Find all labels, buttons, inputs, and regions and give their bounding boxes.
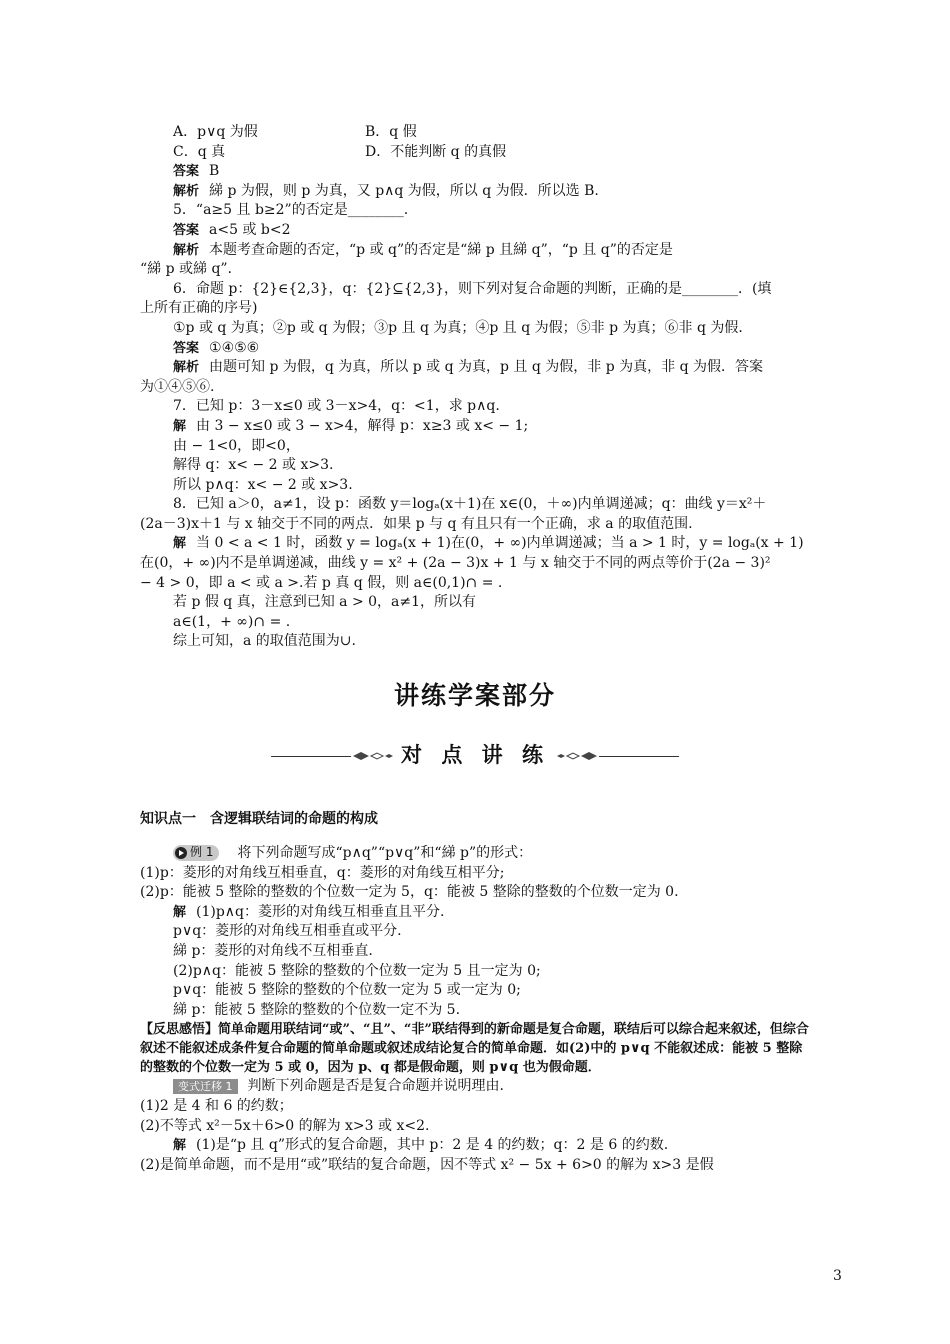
labeled-line xyxy=(140,417,810,437)
text-line: 綈 p：能被 5 整除的整数的个位数一定不为 5. xyxy=(173,1001,461,1018)
line-text: 本题考查命题的否定，“p 或 q”的否定是“綈 p 且綈 q”，“p 且 q”的否定是 xyxy=(209,241,673,258)
labeled-line xyxy=(140,339,810,359)
text-line: 由 − 1<0，即<0， xyxy=(173,437,300,454)
top-exercises xyxy=(140,123,810,652)
variant-badge xyxy=(173,1079,238,1094)
text-line: (2)p∧q：能被 5 整除的整数的个位数一定为 5 且一定为 0; xyxy=(173,962,541,979)
line-tag: 解 xyxy=(173,1138,187,1154)
line-text: (1)是“p 且 q”形式的复合命题，其中 p：2 是 4 的约数；q：2 是 6 的约数. xyxy=(196,1137,669,1154)
example-1 xyxy=(140,844,810,1020)
page-content xyxy=(140,123,810,1175)
divider-ornament-right-icon xyxy=(557,750,599,762)
text-line: 5．“a≥5 且 b≥2”的否定是________. xyxy=(173,202,409,219)
labeled-line xyxy=(140,241,810,261)
text-line: 综上可知，a 的取值范围为∪. xyxy=(173,633,356,650)
line-text: 当 0 < a < 1 时，函数 y = logₐ(x + 1)在(0，+ ∞)内单调递减；当 a > 1 时，y = logₐ(x + 1) xyxy=(196,535,804,552)
text-line: (1)p：菱形的对角线互相垂直，q：菱形的对角线互相平分; xyxy=(140,864,505,881)
example-badge xyxy=(173,845,219,861)
labeled-line xyxy=(140,182,810,202)
text-line: 綈 p：菱形的对角线不互相垂直. xyxy=(173,943,373,959)
text-line: − 4 > 0，即 a < 或 a >.若 p 真 q 假，则 a∈(0,1)∩ = . xyxy=(140,574,503,591)
line-tag: 解 xyxy=(173,536,187,552)
choice-row xyxy=(140,143,810,163)
choice-option: B．q 假 xyxy=(365,124,417,140)
badge-label: 例 1 xyxy=(190,845,214,860)
text-line: 解得 q：x< − 2 或 x>3. xyxy=(173,457,334,474)
line-tag: 答案 xyxy=(173,340,200,356)
line-text: 将下列命题写成“p∧q”“p∨q”和“綈 p”的形式： xyxy=(237,845,533,862)
line-tag: 答案 xyxy=(173,164,200,180)
labeled-line xyxy=(140,358,810,378)
reflection-title: 【反思感悟】 xyxy=(140,1022,219,1038)
line-text: 由题可知 p 为假，q 为真，所以 p 或 q 为真，p 且 q 为假，非 p 为真，非 q 为假．答案 xyxy=(209,359,764,376)
text-line: 上所有正确的序号) xyxy=(140,300,258,317)
choice-option: D．不能判断 q 的真假 xyxy=(365,143,507,160)
reflection-text: 简单命题用联结词“或”、“且”、“非”联结得到的新命题是复合命题，联结后可以综合起来叙述，但综合叙述不能叙述成条件复合命题的简单命题或叙述成结论复合的简单命题．如(2)中的 p∨q 不能叙述成：能被 5 整除的整数的个位数一定为 5 或 0，因为 p、q 都是假命题，则 p∨q 也为假命题． xyxy=(140,1022,809,1076)
labeled-line xyxy=(140,534,810,554)
text-line: (2a－3)x＋1 与 x 轴交于不同的两点．如果 p 与 q 有且只有一个正确，求 a 的取值范围. xyxy=(140,515,693,532)
text-line: 8．已知 a＞0，a≠1，设 p：函数 y＝logₐ(x＋1)在 x∈(0，＋∞)内单调递减；q：曲线 y＝x²＋ xyxy=(173,496,767,513)
line-text: ①④⑤⑥ xyxy=(209,339,260,356)
badge-label: 变式迁移 1 xyxy=(178,1079,233,1093)
divider-title: 对 点 讲 练 xyxy=(401,743,549,768)
choice-option: A．p∨q 为假 xyxy=(173,124,258,140)
text-line: 6．命题 p：{2}∈{2,3}，q：{2}⊆{2,3}，则下列对复合命题的判断，正确的是________．(填 xyxy=(173,280,772,297)
line-text: 綈 p 为假，则 p 为真，又 p∧q 为假，所以 q 为假．所以选 B. xyxy=(209,182,599,199)
section-divider xyxy=(140,736,810,776)
line-tag: 解析 xyxy=(173,242,200,258)
line-text: 由 3 − x≤0 或 3 − x>4，解得 p：x≥3 或 x< − 1; xyxy=(196,417,529,434)
line-tag: 答案 xyxy=(173,222,200,238)
line-tag: 解 xyxy=(173,904,187,920)
page-number: 3 xyxy=(833,1268,842,1284)
labeled-line xyxy=(140,162,810,182)
text-line: 为①④⑤⑥. xyxy=(140,378,215,395)
text-line: a∈(1，+ ∞)∩ = . xyxy=(173,613,291,630)
text-line: (1)2 是 4 和 6 的约数； xyxy=(140,1097,293,1114)
labeled-line xyxy=(140,903,810,923)
line-text: B xyxy=(209,163,220,180)
line-text: 判断下列命题是否是复合命题并说明理由. xyxy=(247,1078,504,1095)
line-text: a<5 或 b<2 xyxy=(209,221,291,238)
text-line: 7．已知 p：3－x≤0 或 3－x>4，q：<1，求 p∧q. xyxy=(173,398,500,415)
text-line: 所以 p∧q：x< − 2 或 x>3. xyxy=(173,476,353,493)
reflection-block xyxy=(140,1020,810,1077)
text-line: “綈 p 或綈 q”． xyxy=(140,261,242,278)
line-tag: 解析 xyxy=(173,360,200,376)
line-text: (1)p∧q：菱形的对角线互相垂直且平分. xyxy=(196,903,445,920)
labeled-line xyxy=(140,221,810,241)
section-title: 讲练学案部分 xyxy=(393,681,556,711)
text-line: ①p 或 q 为真；②p 或 q 为假；③p 且 q 为真；④p 且 q 为假；⑤非 p 为真；⑥非 q 为假． xyxy=(173,319,753,336)
text-line: p∨q：菱形的对角线互相垂直或平分. xyxy=(173,923,402,940)
text-line: (2)p：能被 5 整除的整数的个位数一定为 5，q：能被 5 整除的整数的个位数一定为 0. xyxy=(140,884,679,901)
badge-line xyxy=(140,1077,810,1097)
text-line: (2)不等式 x²－5x＋6>0 的解为 x>3 或 x<2. xyxy=(140,1117,430,1134)
text-line: p∨q：能被 5 整除的整数的个位数一定为 5 或一定为 0; xyxy=(173,982,521,999)
divider-ornament-left-icon xyxy=(351,750,393,762)
text-line: (2)是简单命题，而不是用“或”联结的复合命题，因不等式 x² − 5x + 6>0 的解为 x>3 是假 xyxy=(140,1156,714,1173)
variant-exercise-1 xyxy=(140,1077,810,1175)
line-tag: 解 xyxy=(173,418,187,434)
choice-option: C．q 真 xyxy=(173,143,226,160)
choice-row xyxy=(140,123,810,143)
badge-line xyxy=(140,844,810,864)
divider-rule-left xyxy=(271,756,351,757)
line-tag: 解析 xyxy=(173,183,200,199)
text-line: 若 p 假 q 真，注意到已知 a > 0，a≠1，所以有 xyxy=(173,594,477,611)
divider-rule-right xyxy=(599,756,679,757)
labeled-line xyxy=(140,1136,810,1156)
text-line: 在(0，+ ∞)内不是单调递减，曲线 y = x² + (2a − 3)x + 1 与 x 轴交于不同的两点等价于(2a − 3)² xyxy=(140,555,771,572)
play-icon xyxy=(175,847,187,859)
knowledge-point-heading: 知识点一 含逻辑联结词的命题的构成 xyxy=(140,811,378,828)
